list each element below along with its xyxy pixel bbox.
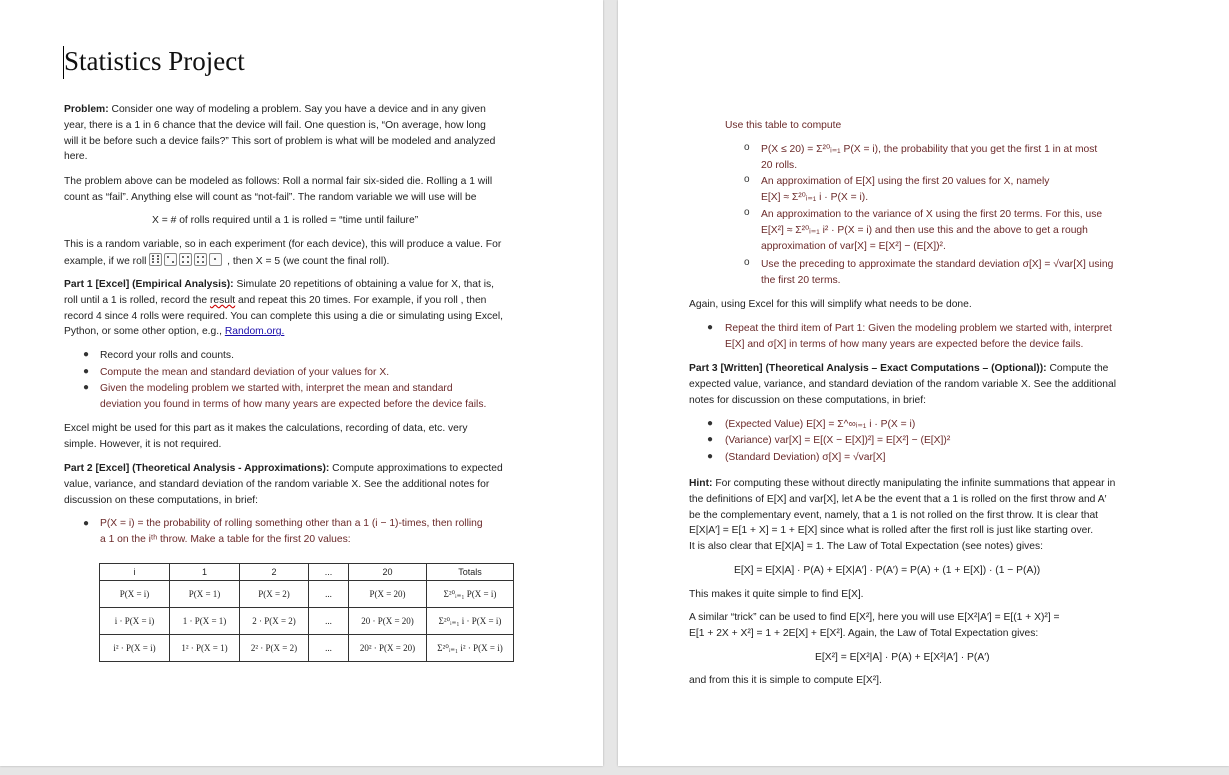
die-one-icon xyxy=(209,253,222,266)
list-item: Compute the mean and standard deviation of your values for X. xyxy=(100,367,390,378)
table-cell: 1 xyxy=(170,564,240,581)
table-cell: 2 xyxy=(240,564,309,581)
bullet-icon: ● xyxy=(83,366,90,377)
list-item-continuation: deviation you found in terms of how many years are expected before the device fails. xyxy=(100,399,487,410)
list-item: An approximation to the variance of X using the first 20 terms. For this, use E[X²] ≈ Σ²⁰ᵢ₌₁ i² · P(X = i) and then use this and the above to get a rough approximation of var[X] = E[X²] − (E[X])². xyxy=(761,209,1103,252)
sub-bullet-icon: o xyxy=(744,174,750,185)
table-cell: ... xyxy=(309,564,349,581)
table-cell: 1 · P(X = 1) xyxy=(170,608,240,635)
excel-paragraph: Excel might be used for this part as it makes the calculations, recording of data, etc. very simple. However, it is not required. xyxy=(64,423,468,450)
document-page-1 xyxy=(0,0,603,766)
part2-paragraph: Part 2 [Excel] (Theoretical Analysis - Approximations): Compute approximations to expected value, variance, and standard deviation of the random variable X. See the additional notes for discussion on these computations, in brief: xyxy=(64,463,503,506)
hint-paragraph: Hint: For computing these without directly manipulating the infinite summations that appear in the definitions of E[X] and var[X], let A be the event that a 1 is rolled on the first throw and A′ be the complementary event, namely, that a 1 is not rolled on the first throw. It is clear that E[X|A′] = E[1 + X] = 1 + E[X] since what is rolled after the first roll is just like starting over. It is also clear that E[X|A] = 1. The Law of Total Expectation (see notes) gives: xyxy=(689,478,1116,553)
table-cell: P(X = 20) xyxy=(349,581,427,608)
use-table-heading: Use this table to compute xyxy=(725,120,842,131)
table-row xyxy=(100,635,514,662)
die-two-icon xyxy=(164,253,177,266)
table-cell: 20 · P(X = 20) xyxy=(349,608,427,635)
list-item: (Standard Deviation) σ[X] = √var[X] xyxy=(725,452,886,463)
sub-bullet-icon: o xyxy=(744,207,750,218)
table-cell: 2² · P(X = 2) xyxy=(240,635,309,662)
table-cell: 20² · P(X = 20) xyxy=(349,635,427,662)
table-cell: 1² · P(X = 1) xyxy=(170,635,240,662)
model-paragraph: The problem above can be modeled as follows: Roll a normal fair six-sided die. Rolling a 1 will count as “fail”. Anything else will count as “not-fail”. The random variable we will use will be xyxy=(64,176,493,203)
table-cell: ... xyxy=(309,608,349,635)
table-cell: P(X = 1) xyxy=(170,581,240,608)
document-page-2 xyxy=(618,0,1229,766)
sub-bullet-icon: o xyxy=(744,257,750,268)
spelling-flag[interactable]: result xyxy=(209,294,236,306)
die-four-icon xyxy=(194,253,207,266)
trick-paragraph: A similar “trick” can be used to find E[X²], here you will use E[X²|A′] = E[(1 + X)²] = E[1 + 2X + X²] = 1 + 2E[X] + E[X²]. Again, the Law of Total Expectation gives: xyxy=(689,612,1060,639)
bullet-icon: ● xyxy=(707,322,714,333)
random-org-link[interactable]: Random.org. xyxy=(224,326,285,338)
table-cell: ... xyxy=(309,581,349,608)
list-item: Given the modeling problem we started with, interpret the mean and standard xyxy=(100,383,453,394)
final-paragraph: and from this it is simple to compute E[X²]. xyxy=(689,675,882,686)
problem-paragraph: Problem: Consider one way of modeling a problem. Say you have a device and in any given year, there is a 1 in 6 chance that the device will fail. One question is, “On average, how long will it be before such a device fails?” This sort of problem is what will be modeled and analyzed here. xyxy=(64,104,496,163)
table-cell: Σ²⁰ᵢ₌₁ i · P(X = i) xyxy=(427,608,514,635)
dice-sequence xyxy=(149,256,227,267)
table-cell: i² · P(X = i) xyxy=(100,635,170,662)
table-cell: 20 xyxy=(349,564,427,581)
list-item: P(X ≤ 20) = Σ²⁰ᵢ₌₁ P(X = i), the probability that you get the first 1 in at most 20 rolls. xyxy=(761,144,1098,171)
part2-bullet: P(X = i) = the probability of rolling something other than a 1 (i − 1)-times, then rolling a 1 on the iᵗʰ throw. Make a table for the first 20 values: xyxy=(100,518,483,545)
document-title: Statistics Project xyxy=(64,46,245,76)
table-cell: P(X = i) xyxy=(100,581,170,608)
equation-total-expectation: E[X] = E[X|A] · P(A) + E[X|A′] · P(A′) = P(A) + (1 + E[X]) · (1 − P(A)) xyxy=(734,565,1041,576)
table-cell: Totals xyxy=(427,564,514,581)
bullet-icon: ● xyxy=(83,382,90,393)
list-item: Record your rolls and counts. xyxy=(100,350,234,361)
list-item: An approximation of E[X] using the first 20 values for X, namely E[X] ≈ Σ²⁰ᵢ₌₁ i · P(X = i). xyxy=(761,176,1050,203)
sub-bullet-icon: o xyxy=(744,142,750,153)
table-cell: P(X = 2) xyxy=(240,581,309,608)
repeat-bullet: Repeat the third item of Part 1: Given the modeling problem we started with, interpret E[X] and σ[X] in terms of how many years are expected before the device fails. xyxy=(725,323,1112,350)
table-cell: Σ²⁰ᵢ₌₁ P(X = i) xyxy=(427,581,514,608)
table-cell: i · P(X = i) xyxy=(100,608,170,635)
die-four-icon xyxy=(179,253,192,266)
equation-second-moment: E[X²] = E[X²|A] · P(A) + E[X²|A′] · P(A′) xyxy=(815,652,990,663)
part1-paragraph: Part 1 [Excel] (Empirical Analysis): Simulate 20 repetitions of obtaining a value for X, that is, roll until a 1 is rolled, record the result and repeat this 20 times. For example, if you roll , then record 4 since 4 rolls were required. You can complete this using a die or simulating using Excel, Python, or some other option, e.g., Random.org. xyxy=(64,279,503,338)
list-item: (Expected Value) E[X] = Σ^∞ᵢ₌₁ i · P(X = i) xyxy=(725,419,916,430)
part3-paragraph: Part 3 [Written] (Theoretical Analysis – Exact Computations – (Optional)): Compute the expected value, variance, and standard deviation of the random variable X. See the additional notes for discussion on these computations, in brief: xyxy=(689,363,1117,406)
table-header-row xyxy=(100,564,514,581)
table-cell: 2 · P(X = 2) xyxy=(240,608,309,635)
again-paragraph: Again, using Excel for this will simplify what needs to be done. xyxy=(689,299,972,310)
table-cell: ... xyxy=(309,635,349,662)
bullet-icon: ● xyxy=(707,434,714,445)
list-item: Use the preceding to approximate the standard deviation σ[X] = √var[X] using the first 20 terms. xyxy=(761,259,1114,286)
table-cell: i xyxy=(100,564,170,581)
table-row xyxy=(100,581,514,608)
die-six-icon xyxy=(149,253,162,266)
bullet-icon: ● xyxy=(83,349,90,360)
bullet-icon: ● xyxy=(83,518,90,529)
random-variable-definition: X = # of rolls required until a 1 is rolled = “time until failure” xyxy=(152,215,419,226)
table-row xyxy=(100,608,514,635)
rv-paragraph: This is a random variable, so in each experiment (for each device), this will produce a value. For example, if we roll , then X = 5 (we count the final roll). xyxy=(64,239,502,267)
bullet-icon: ● xyxy=(707,451,714,462)
simple-paragraph: This makes it quite simple to find E[X]. xyxy=(689,589,864,600)
table-cell: Σ²⁰ᵢ₌₁ i² · P(X = i) xyxy=(427,635,514,662)
list-item: (Variance) var[X] = E[(X − E[X])²] = E[X²] − (E[X])² xyxy=(725,435,951,446)
probability-table xyxy=(99,563,514,662)
bullet-icon: ● xyxy=(707,418,714,429)
